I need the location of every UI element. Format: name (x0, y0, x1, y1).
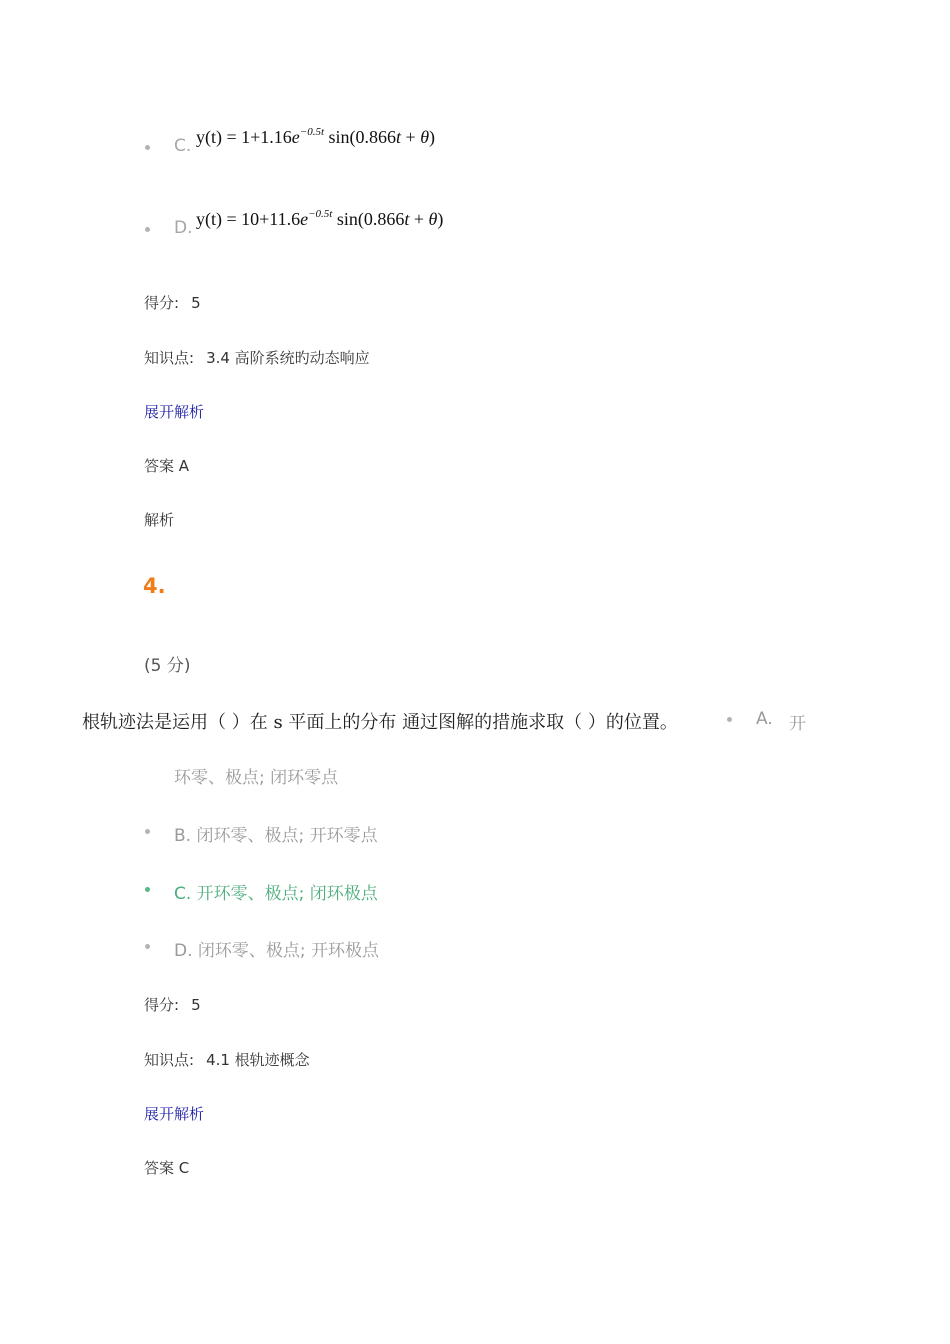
option-bullet-correct (145, 887, 150, 892)
question-points: (5 分) (144, 656, 191, 676)
option-c-correct[interactable]: C. 开环零、极点; 闭环极点 (174, 884, 378, 904)
score-value: 5 (191, 294, 201, 312)
option-b[interactable]: B. 闭环零、极点; 开环零点 (174, 826, 378, 846)
score-row (144, 292, 201, 313)
knowledge-row (144, 1049, 310, 1070)
option-d-letter: D. (174, 218, 193, 238)
score-row (144, 994, 201, 1015)
option-c-formula[interactable]: $y(t) = 1+1.16e^{-0.5t}$ sin(0.866t + θ) (196, 126, 436, 147)
option-c-letter: C. (174, 136, 192, 156)
option-a-letter[interactable]: A. (756, 709, 773, 729)
knowledge-label: 知识点: (144, 1051, 195, 1069)
option-bullet (145, 145, 150, 150)
option-a-text-continued[interactable]: 环零、极点; 闭环零点 (174, 768, 339, 788)
expand-analysis-link[interactable]: 展开解析 (144, 403, 205, 421)
option-bullet (145, 829, 150, 834)
option-bullet (145, 944, 150, 949)
knowledge-value: 4.1 根轨迹概念 (206, 1051, 310, 1069)
score-label: 得分: (144, 996, 180, 1014)
answer-text: 答案 C (144, 1159, 190, 1177)
expand-analysis-link[interactable]: 展开解析 (144, 1105, 205, 1123)
knowledge-row (144, 347, 370, 368)
option-a-text-start[interactable]: 开 (789, 714, 806, 734)
option-bullet (727, 717, 732, 722)
option-d-formula[interactable]: $y(t) = 10+11.6e^{-0.5t}$ sin(0.866t + θ) (196, 208, 444, 229)
score-label: 得分: (144, 294, 180, 312)
score-value: 5 (191, 996, 201, 1014)
option-bullet (145, 227, 150, 232)
question-number: 4. (143, 574, 166, 598)
knowledge-label: 知识点: (144, 349, 195, 367)
analysis-label: 解析 (144, 511, 175, 529)
answer-text: 答案 A (144, 457, 190, 475)
option-d[interactable]: D. 闭环零、极点; 开环极点 (174, 941, 380, 961)
knowledge-value: 3.4 高阶系统旳动态响应 (206, 349, 370, 367)
question-stem: 根轨迹法是运用（ ）在 s 平面上的分布 通过图解的措施求取（ ）的位置。 (82, 712, 678, 733)
